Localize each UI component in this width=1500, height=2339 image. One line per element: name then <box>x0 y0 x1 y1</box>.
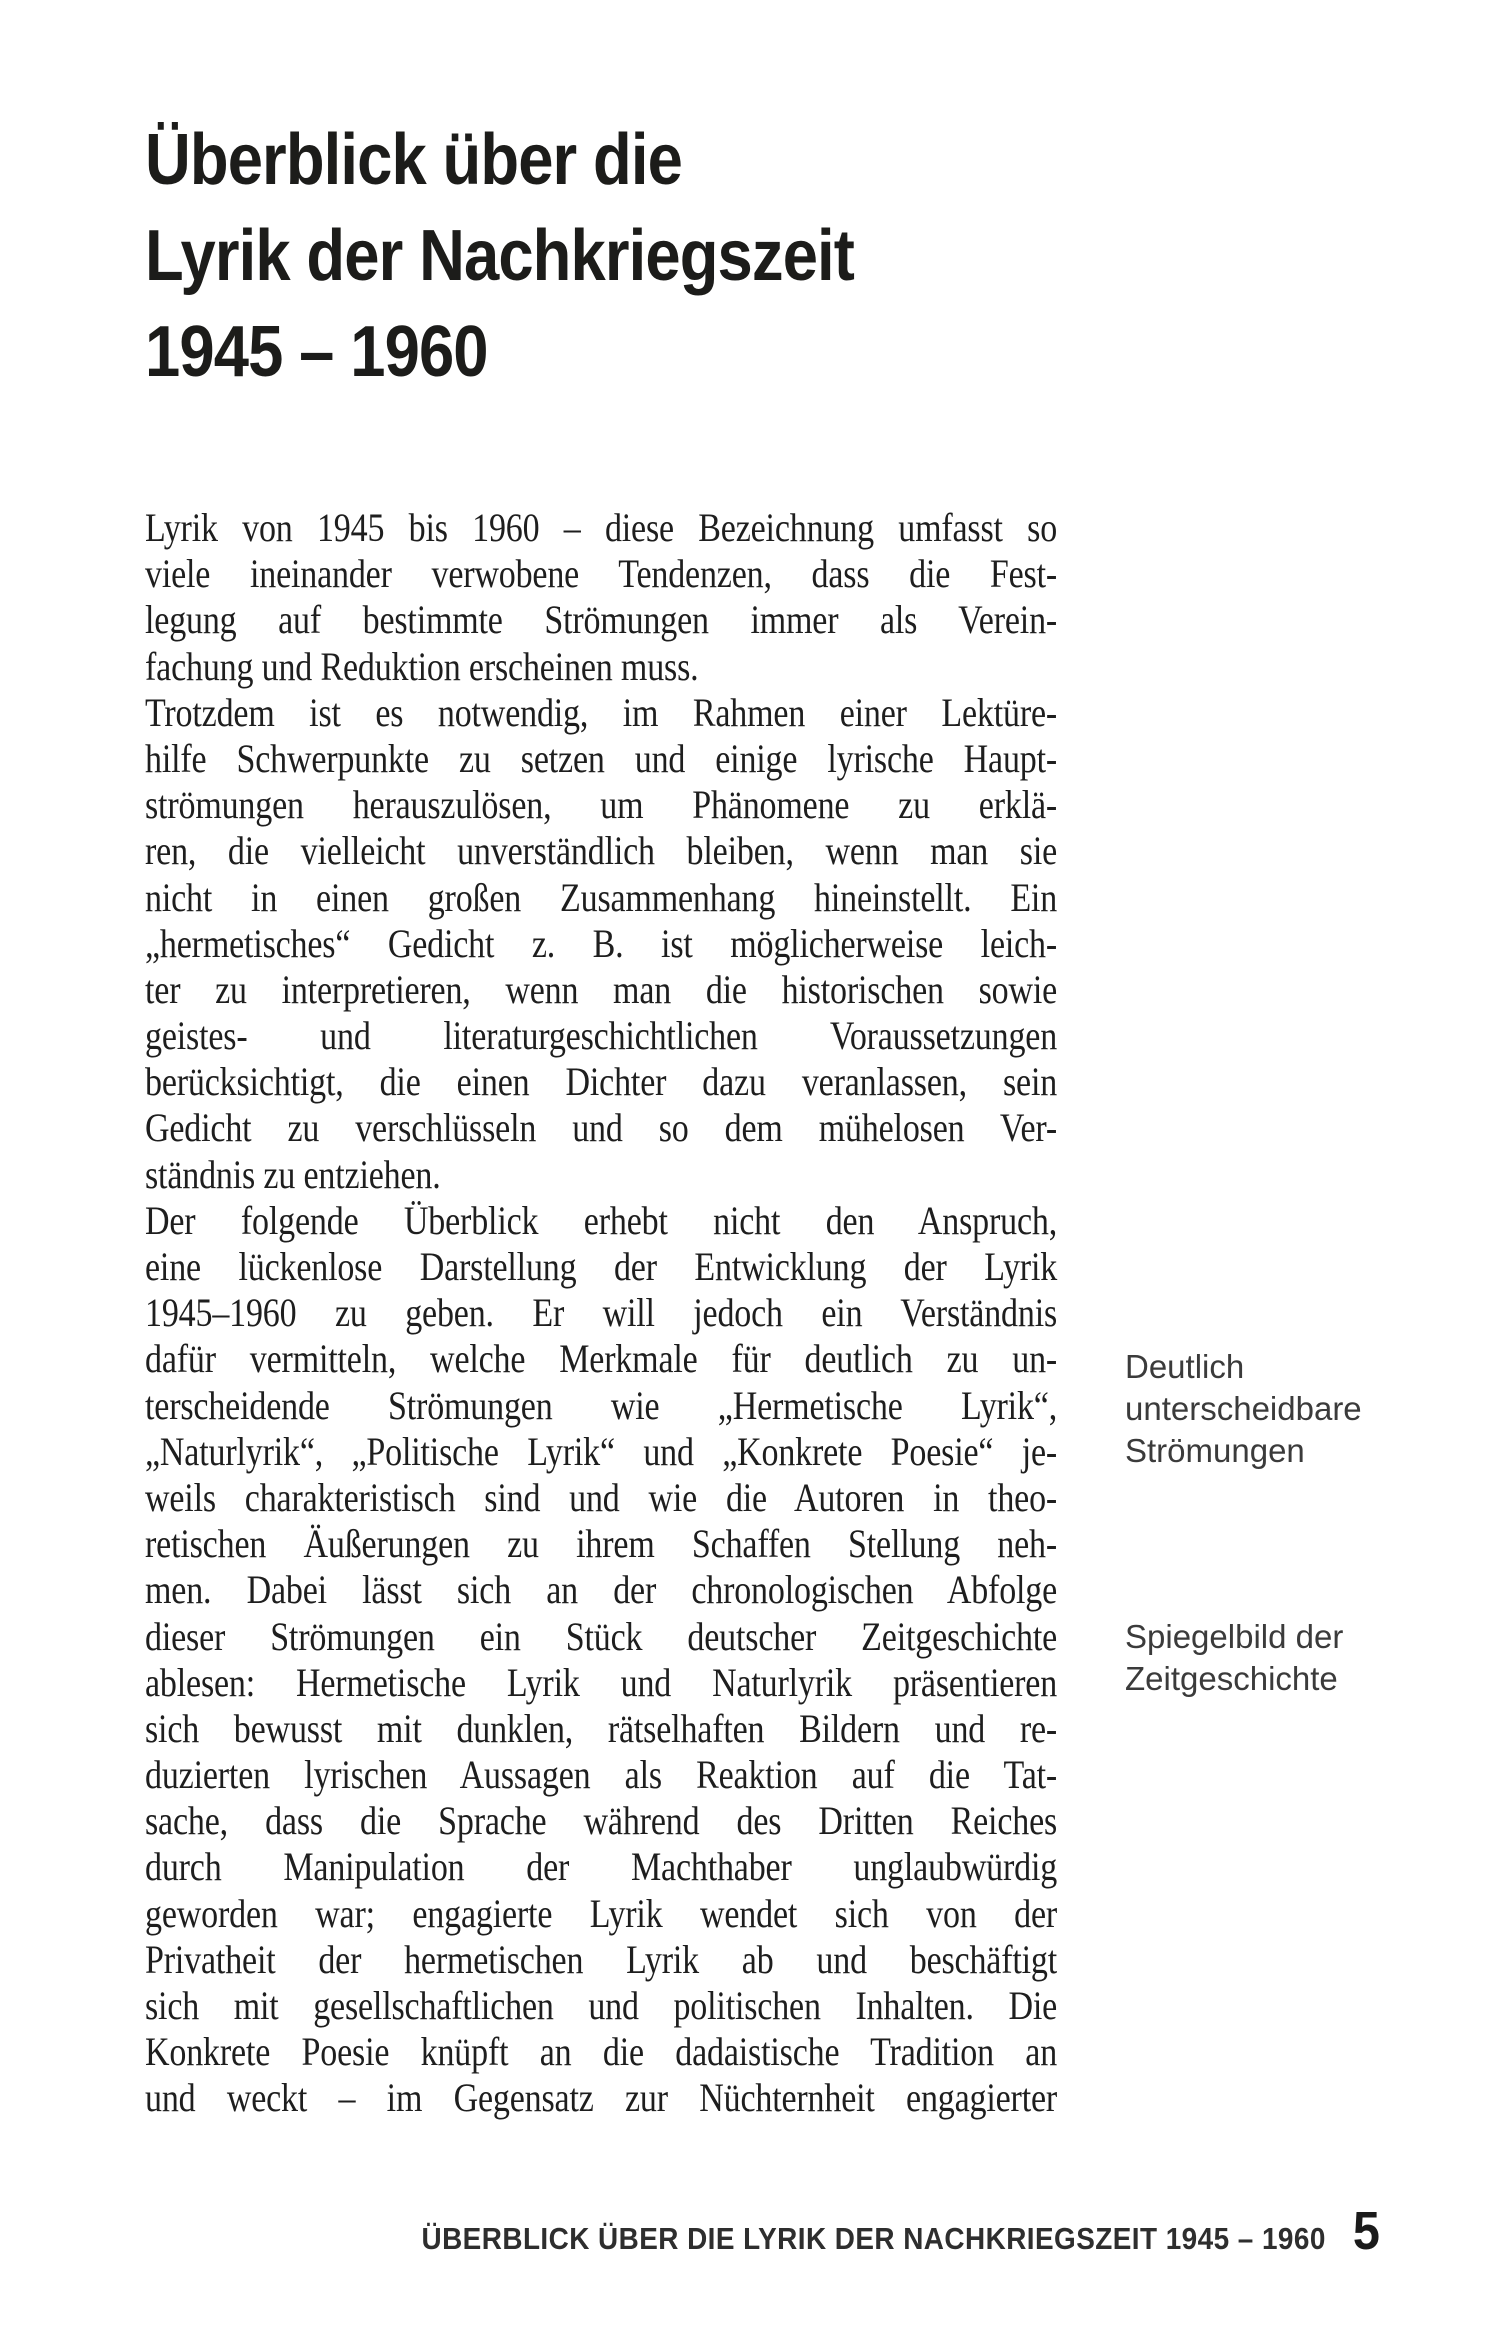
body-line: Gedicht zu verschlüsseln und so dem mühelosen Ver- <box>145 1105 1058 1151</box>
body-line: terscheidende Strömungen wie „Hermetische Lyrik“, <box>145 1382 1058 1428</box>
body-line: dafür vermitteln, welche Merkmale für deutlich zu un- <box>145 1336 1058 1382</box>
body-line: durch Manipulation der Machthaber unglaubwürdig <box>145 1844 1058 1890</box>
body-line: fachung und Reduktion erscheinen muss. <box>145 643 699 689</box>
body-line: strömungen herauszulösen, um Phänomene zu erklä- <box>145 782 1058 828</box>
body-line: weils charakteristisch sind und wie die Autoren in theo- <box>145 1474 1058 1520</box>
body-line: und weckt – im Gegensatz zur Nüchternheit engagierter <box>145 2075 1058 2121</box>
body-line: berücksichtigt, die einen Dichter dazu veranlassen, sein <box>145 1059 1058 1105</box>
body-line: viele ineinander verwobene Tendenzen, dass die Fest- <box>145 551 1058 597</box>
body-line: ter zu interpretieren, wenn man die historischen sowie <box>145 966 1058 1012</box>
body-line: sich mit gesellschaftlichen und politischen Inhalten. Die <box>145 1983 1058 2028</box>
body-line: Der folgende Überblick erhebt nicht den Anspruch, <box>145 1197 1058 1243</box>
body-line: 1945–1960 zu geben. Er will jedoch ein Verständnis <box>145 1290 1058 1336</box>
running-title: ÜBERBLICK ÜBER DIE LYRIK DER NACHKRIEGSZEIT 1945 – 1960 <box>421 2221 1326 2256</box>
body-line: eine lückenlose Darstellung der Entwicklung der Lyrik <box>145 1244 1058 1289</box>
body-line: geistes- und literaturgeschichtlichen Voraussetzungen <box>145 1013 1058 1059</box>
page-title <box>145 112 951 400</box>
body-line: nicht in einen großen Zusammenhang hineinstellt. Ein <box>145 874 1058 920</box>
page-title-line: Überblick über die <box>145 120 682 200</box>
body-line: duzierten lyrischen Aussagen als Reaktion auf die Tat- <box>145 1752 1058 1798</box>
body-line: men. Dabei lässt sich an der chronologischen Abfolge <box>145 1567 1058 1613</box>
body-line: geworden war; engagierte Lyrik wendet sich von der <box>145 1890 1058 1936</box>
body-line: „Naturlyrik“, „Politische Lyrik“ und „Konkrete Poesie“ je- <box>145 1428 1058 1474</box>
body-line: „hermetisches“ Gedicht z. B. ist möglicherweise leich- <box>145 920 1058 966</box>
margin-note-zeitgeschichte: Spiegelbild der Zeitgeschichte <box>1125 1618 1344 1697</box>
body-line: Lyrik von 1945 bis 1960 – diese Bezeichnung umfasst so <box>145 505 1058 550</box>
body-line: sich bewusst mit dunklen, rätselhaften Bildern und re- <box>145 1705 1058 1751</box>
body-line: ablesen: Hermetische Lyrik und Naturlyrik präsentieren <box>145 1659 1058 1705</box>
body-line: hilfe Schwerpunkte zu setzen und einige lyrische Haupt- <box>145 735 1058 781</box>
body-line: Trotzdem ist es notwendig, im Rahmen einer Lektüre- <box>145 689 1058 735</box>
page-footer <box>422 2200 1380 2262</box>
body-text <box>145 505 1218 2122</box>
page-number: 5 <box>1352 2201 1380 2261</box>
page-title-line: 1945 – 1960 <box>145 312 488 392</box>
body-line: sache, dass die Sprache während des Dritten Reiches <box>145 1798 1058 1844</box>
body-line: ren, die vielleicht unverständlich bleiben, wenn man sie <box>145 828 1058 874</box>
body-line: retischen Äußerungen zu ihrem Schaffen Stellung neh- <box>145 1521 1058 1567</box>
body-line: ständnis zu entziehen. <box>145 1151 441 1197</box>
page-title-line: Lyrik der Nachkriegszeit <box>145 216 855 296</box>
body-line: legung auf bestimmte Strömungen immer als Verein- <box>145 597 1058 643</box>
body-line: Privatheit der hermetischen Lyrik ab und beschäftigt <box>145 1936 1058 1982</box>
margin-note-stroemungen: Deutlich unterscheidbare Strömungen <box>1125 1348 1362 1469</box>
body-line: Konkrete Poesie knüpft an die dadaistische Tradition an <box>145 2029 1058 2075</box>
body-line: dieser Strömungen ein Stück deutscher Zeitgeschichte <box>145 1613 1058 1659</box>
